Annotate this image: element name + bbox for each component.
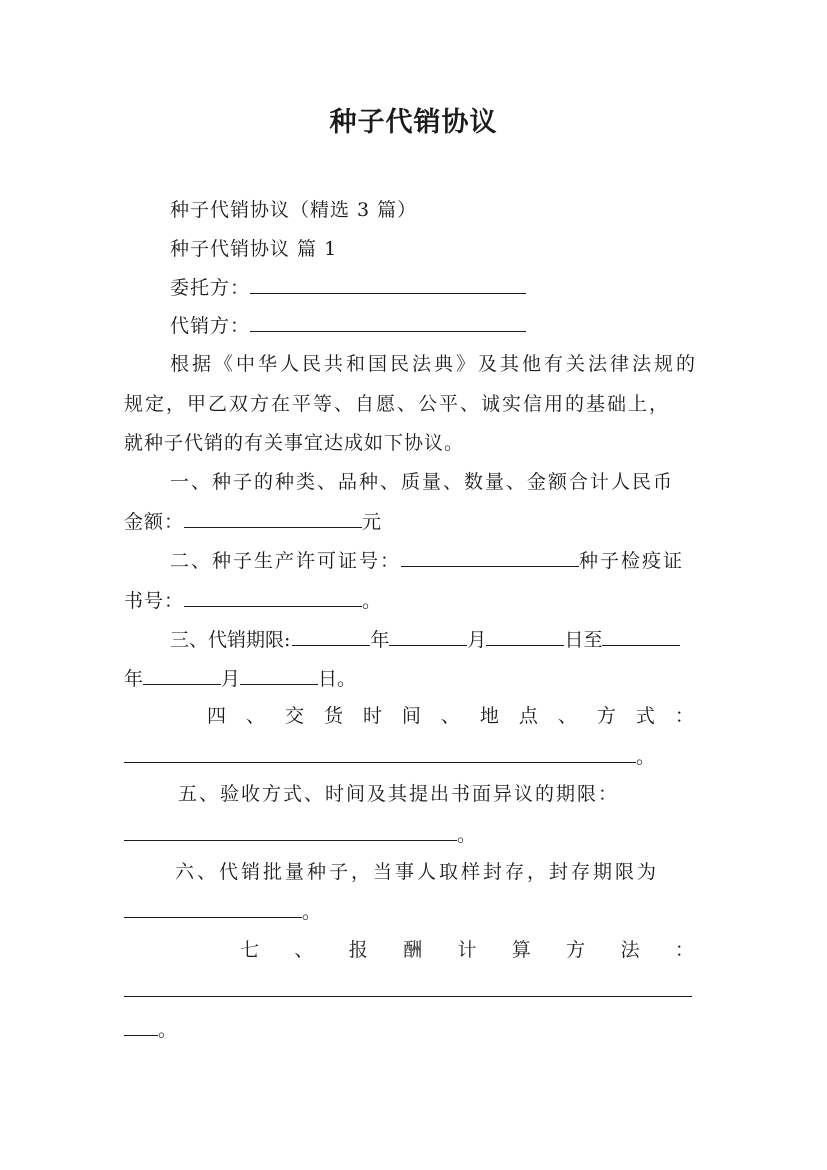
part-heading: 种子代销协议 篇 1 [170,238,338,260]
clause-7-char: 、 [294,939,315,961]
remuneration-blank-cont[interactable] [124,1017,158,1036]
clause-4-char: 间 [401,705,422,727]
preamble-line-2: 规定，甲乙双方在平等、自愿、公平、诚实信用的基础上， [124,393,671,415]
period-mark: 。 [362,590,383,612]
day-label: 日。 [318,668,357,690]
license-label: 二、种子生产许可证号： [170,550,402,572]
clause-6-line-2 [124,899,322,924]
clause-4-char: 四 [207,705,228,727]
preamble-line-3: 就种子代销的有关事宜达成如下协议。 [124,432,465,454]
clause-4-char: 货 [323,705,344,727]
quarantine-label: 种子检疫证 [579,550,685,572]
clause-3-line-1 [170,627,680,652]
clause-2-line-2 [124,588,382,613]
clause-5-line-1: 五、验收方式、时间及其提出书面异议的期限： [178,783,620,805]
start-month-blank[interactable] [389,627,467,646]
clause-7-char: 方 [566,939,587,961]
clause-4-char: 方 [596,705,617,727]
delivery-blank[interactable] [124,744,636,763]
clause-7-char: 法 [620,939,641,961]
amount-label: 金额： [124,511,185,533]
clause-4-line-1 [207,704,695,728]
client-label: 委托方： [170,277,251,299]
clause-4-char: 地 [479,705,500,727]
clause-4-char: 、 [440,705,461,727]
clause-4-char: 式 [635,705,656,727]
period-mark: 。 [636,746,657,768]
period-mark: 。 [457,824,478,846]
clause-4-line-2 [124,744,656,769]
to-label: 日至 [564,629,603,651]
clause-4-char: 交 [284,705,305,727]
certificate-label: 书号： [124,590,185,612]
acceptance-blank[interactable] [124,822,457,841]
clause-4-char: ： [674,705,695,727]
month-label: 月 [221,668,241,690]
clause-7-char: 七 [240,939,261,961]
certificate-blank[interactable] [184,588,362,607]
month-label: 月 [467,629,487,651]
period-mark: 。 [158,1019,179,1041]
clause-7-char: 报 [348,939,369,961]
clause-7-line-3 [124,1017,178,1042]
license-blank[interactable] [401,548,579,567]
clause-3-line-2 [124,666,356,691]
agent-blank[interactable] [250,313,526,332]
clause-7-char: 计 [457,939,478,961]
clause-4-char: 、 [245,705,266,727]
subtitle: 种子代销协议（精选 3 篇） [170,199,418,221]
clause-2-line-1 [170,548,684,573]
clause-4-char: 、 [557,705,578,727]
clause-7-line-2 [124,978,692,1003]
clause-1-line-1: 一、种子的种类、品种、质量、数量、金额合计人民币 [170,471,675,493]
clause-7-char: 算 [511,939,532,961]
clause-5-line-2 [124,822,477,847]
sealing-term-blank[interactable] [124,899,302,918]
clause-6-line-1: 六、代销批量种子，当事人取样封存，封存期限为 [175,861,660,883]
clause-7-line-1 [240,938,695,962]
remuneration-blank[interactable] [124,978,692,997]
document-title: 种子代销协议 [329,107,498,138]
client-blank[interactable] [250,275,526,294]
agent-line [170,313,526,338]
clause-4-char: 时 [362,705,383,727]
period-mark: 。 [302,901,323,923]
end-day-blank[interactable] [240,666,318,685]
preamble-line-1: 根据《中华人民共和国民法典》及其他有关法律法规的 [170,353,699,375]
clause-1-line-2 [124,509,382,534]
clause-4-char: 点 [518,705,539,727]
agent-label: 代销方： [170,315,251,337]
amount-blank[interactable] [184,509,362,528]
clause-7-char: ： [674,939,695,961]
end-month-blank[interactable] [143,666,221,685]
year-label: 年 [370,629,390,651]
client-line [170,275,526,300]
start-day-blank[interactable] [486,627,564,646]
start-year-blank[interactable] [292,627,370,646]
year-label: 年 [124,668,144,690]
currency-unit: 元 [362,511,383,533]
clause-7-char: 酬 [403,939,424,961]
end-year-blank-start[interactable] [602,627,680,646]
term-label: 三、代销期限: [170,629,291,651]
